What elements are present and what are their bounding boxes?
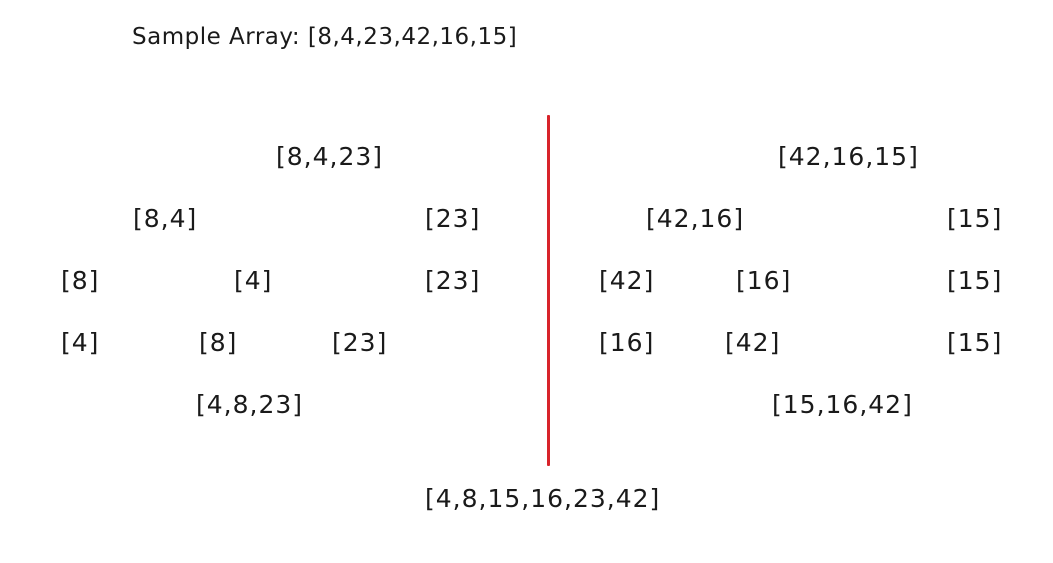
- right-level4-node-3: [15]: [947, 328, 1003, 357]
- left-level4-node-1: [4]: [61, 328, 100, 357]
- left-level4-node-3: [23]: [332, 328, 388, 357]
- split-divider-line: [547, 115, 550, 466]
- right-level4-node-2: [42]: [725, 328, 781, 357]
- diagram-title: Sample Array: [8,4,23,42,16,15]: [132, 24, 518, 50]
- left-level4-node-2: [8]: [199, 328, 238, 357]
- right-level2-node-1: [42,16]: [646, 204, 745, 233]
- left-level2-node-2: [23]: [425, 204, 481, 233]
- left-level3-node-1: [8]: [61, 266, 100, 295]
- right-level3-node-2: [16]: [736, 266, 792, 295]
- right-level1-node: [42,16,15]: [778, 142, 919, 171]
- final-sorted-array: [4,8,15,16,23,42]: [425, 484, 661, 513]
- right-level3-node-1: [42]: [599, 266, 655, 295]
- right-level2-node-2: [15]: [947, 204, 1003, 233]
- left-level2-node-1: [8,4]: [133, 204, 198, 233]
- left-level1-node: [8,4,23]: [276, 142, 384, 171]
- right-level4-node-1: [16]: [599, 328, 655, 357]
- right-level3-node-3: [15]: [947, 266, 1003, 295]
- right-merged-node: [15,16,42]: [772, 390, 913, 419]
- left-level3-node-2: [4]: [234, 266, 273, 295]
- left-level3-node-3: [23]: [425, 266, 481, 295]
- left-merged-node: [4,8,23]: [196, 390, 304, 419]
